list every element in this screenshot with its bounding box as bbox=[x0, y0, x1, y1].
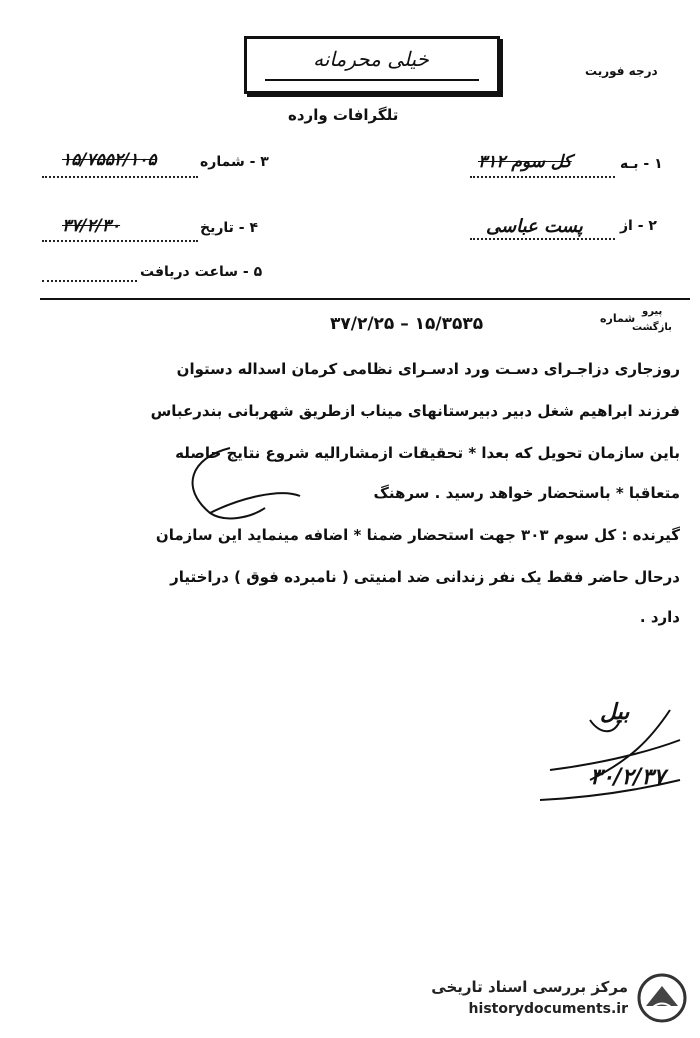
signature-initials: بیل bbox=[600, 700, 630, 725]
body-line: فرزند ابراهیم شغل دبیر دبیرستانهای میناب ازطریق شهربانی بندرعباس bbox=[150, 402, 680, 420]
archive-watermark bbox=[408, 968, 698, 1028]
field-date-value: ۳۷/۲/۳۰ bbox=[62, 216, 121, 236]
form-title: تلگرافات وارده bbox=[288, 106, 399, 124]
classification-stamp-text: خیلی محرمانه bbox=[313, 47, 429, 71]
field-from-value: پست عباسی bbox=[486, 216, 583, 237]
body-line: دارد . bbox=[639, 608, 680, 626]
field-number-value: ۱۵/۷۵۵۲/۱۰۵ bbox=[62, 150, 157, 170]
watermark-title: مرکز بررسی اسناد تاریخی bbox=[431, 978, 628, 996]
pen-annotation-mark bbox=[170, 438, 310, 528]
body-line: گیرنده : کل سوم ۳۰۳ جهت استحضار ضمنا * اضافه مینماید این سازمان bbox=[155, 526, 680, 544]
reference-label-mid: شماره bbox=[600, 312, 636, 325]
signature-date: ۳۰/۲/۳۷ bbox=[590, 765, 666, 790]
field-to-label: ۱ - بـه bbox=[620, 156, 663, 172]
field-date-label: ۴ - تاریخ bbox=[200, 220, 259, 236]
reference-label-top: پیرو bbox=[642, 306, 663, 317]
body-line: متعاقبا * باستحضار خواهد رسید . سرهنگ bbox=[373, 484, 680, 502]
signature-scribble bbox=[530, 700, 700, 810]
stamp-underline bbox=[265, 79, 479, 81]
watermark-url: historydocuments.ir bbox=[468, 1001, 628, 1017]
field-number-line bbox=[42, 176, 198, 178]
header-divider bbox=[40, 298, 690, 300]
archive-logo-icon bbox=[634, 972, 690, 1024]
classification-stamp bbox=[244, 36, 500, 94]
field-to-line bbox=[470, 176, 615, 178]
reference-value: ۳۷/۲/۲۵ – ۱۵/۳۵۳۵ bbox=[330, 314, 484, 334]
field-from-line bbox=[470, 238, 615, 240]
field-from-label: ۲ - از bbox=[620, 218, 657, 234]
reference-label-bottom: بازگشت bbox=[632, 322, 672, 333]
field-to-value: کل سوم ۳۱۲ bbox=[478, 152, 572, 172]
field-number-label: ۳ - شماره bbox=[200, 154, 269, 170]
body-line: باین سازمان تحویل که بعدا * تحقیقات ازمشارالیه شروع نتایج حاصله bbox=[175, 444, 680, 462]
field-receive-time-label: ۵ - ساعت دریافت bbox=[140, 264, 263, 280]
body-line: درحال حاضر فقط یک نفر زندانی ضد امنیتی ( نامبرده فوق ) دراختیار bbox=[170, 568, 680, 586]
priority-label: درجه فوریت bbox=[585, 64, 658, 78]
field-date-line bbox=[42, 240, 198, 242]
body-line: روزجاری دزاجـرای دسـت ورد ادسـرای نظامی کرمان اسداله دستوان bbox=[176, 360, 680, 378]
field-receive-time-line bbox=[42, 280, 137, 282]
